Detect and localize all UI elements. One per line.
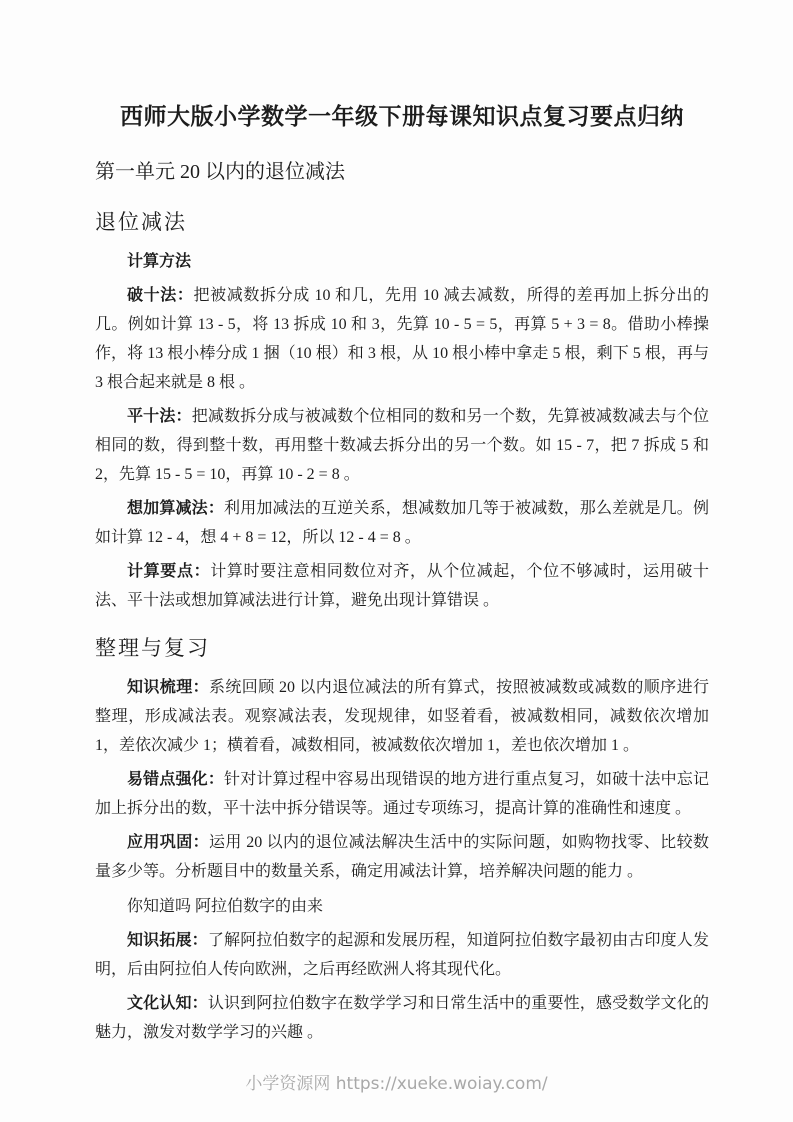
- paragraph-text: 把被减数拆分成 10 和几，先用 10 减去减数，所得的差再加上拆分出的几。例如计算 13 - 5，将 13 拆成 10 和 3，先算 10 - 5 = 5，再算 5 + 3 = 8。借助小棒操作，将 13 根小棒分成 1 捆（10 根）和 3 根，从 10 根小棒中拿走 5 根，剩下 5 根，再与 3 根合起来就是 8 根 。: [95, 287, 709, 391]
- paragraph-text: 运用 20 以内的退位减法解决生活中的实际问题，如购物找零、比较数量多少等。分析题目中的数量关系，确定用减法计算，培养解决问题的能力 。: [95, 834, 709, 880]
- paragraph-text: 利用加减法的互逆关系，想减数加几等于被减数，那么差就是几。例如计算 12 - 4，想 4 + 8 = 12，所以 12 - 4 = 8 。: [95, 500, 709, 546]
- paragraph-label: 文化认知：: [127, 995, 208, 1012]
- paragraph-label: 知识拓展：: [127, 932, 208, 949]
- paragraph-text: 针对计算过程中容易出现错误的地方进行重点复习，如破十法中忘记加上拆分出的数，平十法中拆分错误等。通过专项练习，提高计算的准确性和速度 。: [95, 771, 709, 817]
- paragraph-label: 想加算减法：: [127, 500, 225, 517]
- note-line-arabic-numerals: 你知道吗 阿拉伯数字的由来: [127, 898, 324, 915]
- paragraph-label: 应用巩固：: [127, 834, 209, 851]
- paragraph-application-practice: [95, 828, 709, 886]
- paragraph-think-addition-method: [95, 494, 709, 552]
- paragraph-calculation-key-points: [95, 557, 709, 615]
- document-title: 西师大版小学数学一年级下册每课知识点复习要点归纳: [120, 104, 684, 129]
- paragraph-knowledge-expansion: [95, 926, 709, 984]
- paragraph-level-ten-method: [95, 402, 709, 489]
- paragraph-text: 系统回顾 20 以内退位减法的所有算式，按照被减数或减数的顺序进行整理，形成减法表。观察减法表，发现规律，如竖着看，被减数相同，减数依次增加 1，差依次减少 1；横着看，减数相同，被减数依次增加 1，差也依次增加 1 。: [95, 679, 709, 754]
- footer-watermark: 小学资源网 https://xueke.woiay.com/: [245, 1074, 548, 1094]
- sub-heading-calculation-methods: 计算方法: [127, 253, 192, 270]
- paragraph-knowledge-sorting: [95, 673, 709, 760]
- paragraph-label: 平十法：: [127, 408, 192, 425]
- paragraph-label: 易错点强化：: [127, 771, 225, 788]
- paragraph-error-reinforcement: [95, 765, 709, 823]
- section-heading-review: 整理与复习: [95, 636, 210, 660]
- paragraph-cultural-awareness: [95, 989, 709, 1047]
- paragraph-text: 把减数拆分成与被减数个位相同的数和另一个数，先算被减数减去与个位相同的数，得到整十数，再用整十数减去拆分出的另一个数。如 15 - 7，把 7 拆成 5 和 2，先算 15 - 5 = 10，再算 10 - 2 = 8 。: [95, 408, 709, 483]
- paragraph-text: 认识到阿拉伯数字在数学学习和日常生活中的重要性，感受数学文化的魅力，激发对数学学习的兴趣 。: [95, 995, 709, 1041]
- paragraph-label: 计算要点：: [127, 563, 211, 580]
- section-heading-subtraction: 退位减法: [95, 210, 187, 234]
- unit-heading: 第一单元 20 以内的退位减法: [95, 161, 345, 183]
- paragraph-text: 了解阿拉伯数字的起源和发展历程，知道阿拉伯数字最初由古印度人发明，后由阿拉伯人传向欧洲，之后再经欧洲人将其现代化。: [95, 932, 709, 978]
- paragraph-label: 知识梳理：: [127, 679, 209, 696]
- paragraph-label: 破十法：: [127, 287, 194, 304]
- paragraph-break-ten-method: [95, 281, 709, 397]
- paragraph-text: 计算时要注意相同数位对齐，从个位减起，个位不够减时，运用破十法、平十法或想加算减法进行计算，避免出现计算错误 。: [95, 563, 709, 609]
